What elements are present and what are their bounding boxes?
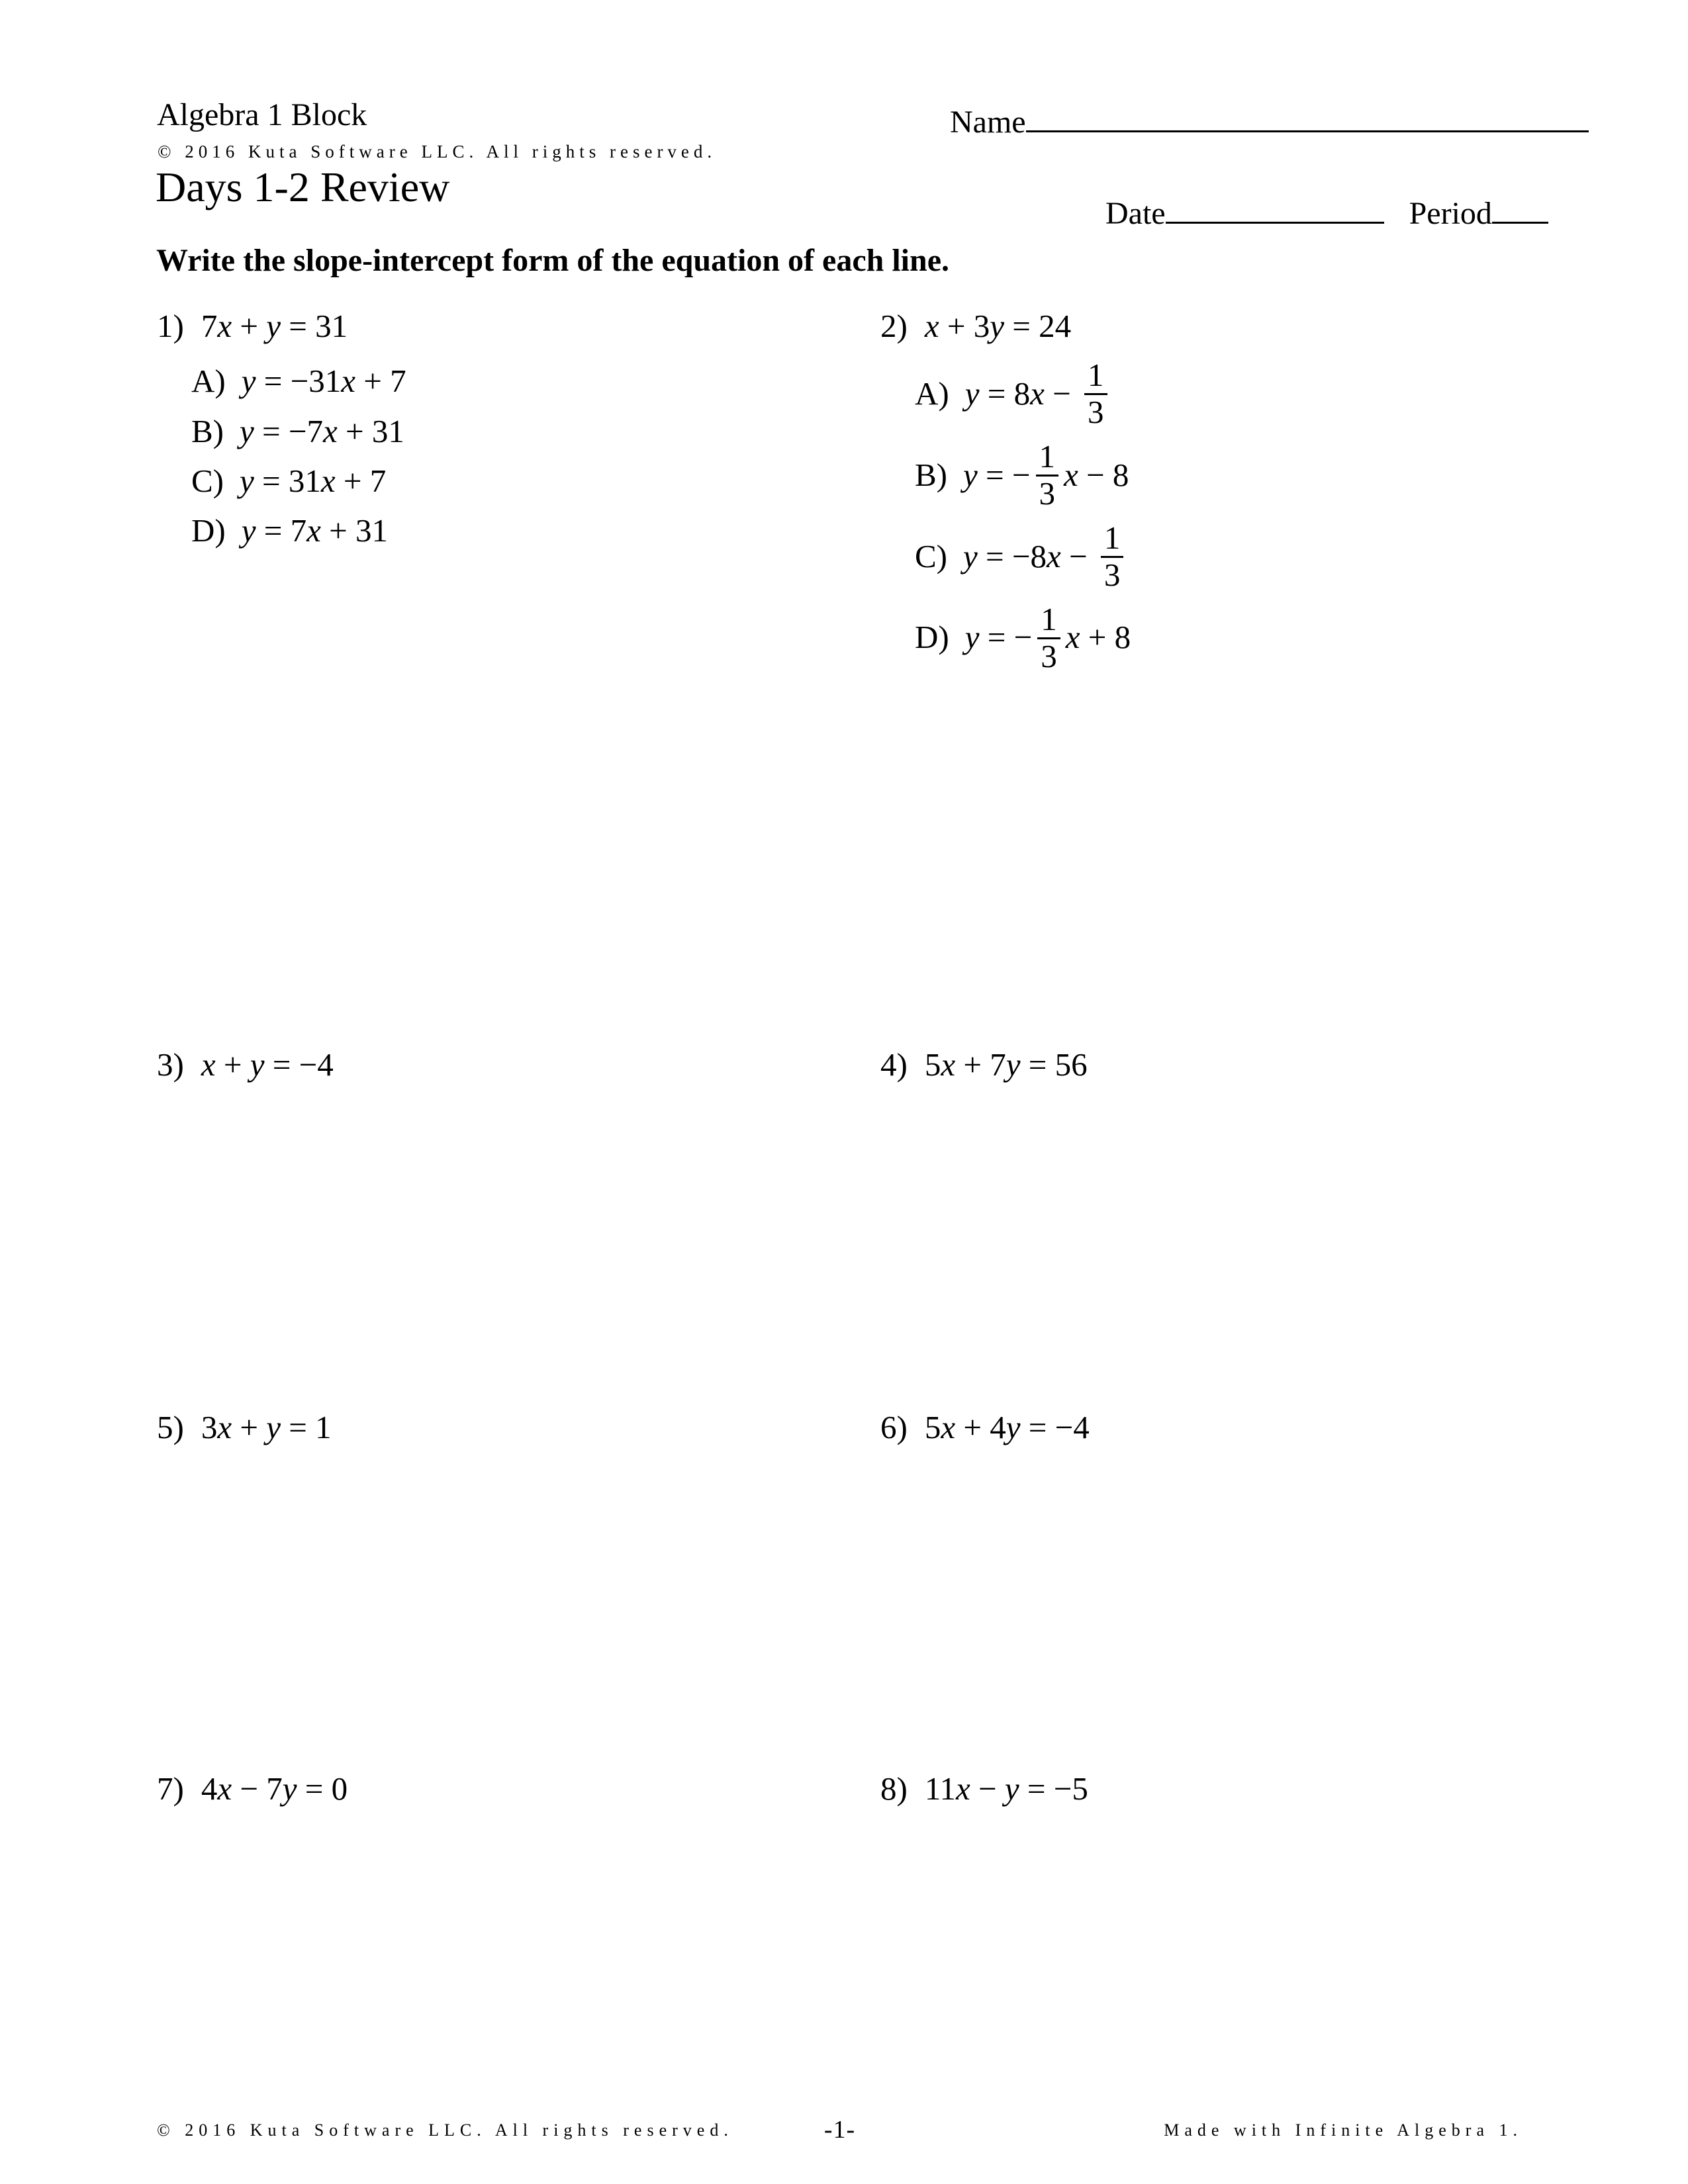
choice-equation: y = − $\frac{1}{3}$ x − 8: [963, 438, 1129, 512]
problem-6: [880, 1407, 1090, 1447]
choice-equation: y = −8x − $\frac{1}{3}$: [963, 538, 1129, 574]
page-footer: [157, 2115, 1523, 2155]
choice-equation: y = 7x + 31: [241, 512, 388, 549]
problem-3: [157, 1044, 334, 1085]
date-blank[interactable]: [1166, 188, 1384, 224]
course-title: Algebra 1 Block: [157, 97, 367, 132]
problem-number: 7): [157, 1770, 184, 1807]
period-label: Period: [1409, 196, 1492, 231]
answer-choice: [191, 361, 406, 401]
choice-label: B): [915, 456, 947, 493]
page-number: -1-: [820, 2115, 859, 2144]
period-blank[interactable]: [1492, 188, 1548, 224]
instruction-text: Write the slope-intercept form of the equation of each line.: [156, 243, 950, 278]
answer-choice: [191, 411, 406, 451]
problem-1: [157, 306, 406, 560]
fraction: $\frac{1}{3}$: [1084, 358, 1107, 430]
problem-equation: x + y = −4: [201, 1046, 334, 1083]
problem-equation: x + 3y = 24: [924, 308, 1072, 344]
problem-number: 4): [880, 1046, 908, 1083]
problem-statement: [880, 1407, 1090, 1447]
fraction: $\frac{1}{3}$: [1037, 602, 1060, 674]
answer-choice: [191, 510, 406, 551]
footer-copyright: © 2016 Kuta Software LLC. All rights reserved.: [157, 2120, 733, 2140]
choice-equation: y = 31x + 7: [240, 462, 387, 499]
problem-number: 5): [157, 1409, 184, 1445]
choice-label: D): [915, 619, 949, 656]
problem-statement: [880, 1044, 1088, 1085]
answer-choice: [915, 357, 1131, 433]
problem-5: [157, 1407, 332, 1447]
choice-label: D): [191, 512, 226, 549]
problem-number: 1): [157, 308, 184, 344]
choice-equation: y = 8x − $\frac{1}{3}$: [965, 375, 1113, 412]
problem-equation: 5x + 7y = 56: [924, 1046, 1088, 1083]
problem-number: 6): [880, 1409, 908, 1445]
date-period-row: [1105, 188, 1548, 232]
problem-7: [157, 1768, 348, 1809]
choice-equation: y = −7x + 31: [240, 412, 404, 449]
choice-label: A): [915, 375, 949, 412]
choice-label: B): [191, 412, 224, 449]
fraction: $\frac{1}{3}$: [1101, 521, 1124, 593]
problem-equation: 7x + y = 31: [201, 308, 348, 344]
answer-choice: [191, 461, 406, 501]
problem-4: [880, 1044, 1088, 1085]
date-label: Date: [1105, 196, 1166, 231]
problem-statement: [157, 1044, 334, 1085]
name-row: [950, 97, 1589, 140]
name-label: Name: [950, 105, 1026, 140]
answer-choices: [191, 361, 406, 551]
name-blank[interactable]: [1026, 97, 1589, 132]
problem-equation: 11x − y = −5: [924, 1770, 1088, 1807]
fraction: $\frac{1}{3}$: [1036, 439, 1059, 512]
answer-choice: [915, 438, 1131, 514]
problem-statement: [157, 1407, 332, 1447]
problem-8: [880, 1768, 1088, 1809]
answer-choice: [915, 519, 1131, 596]
problem-statement: [157, 306, 406, 346]
choice-equation: y = −31x + 7: [241, 363, 406, 400]
problem-statement: [880, 306, 1131, 346]
problem-2: [880, 306, 1131, 686]
problem-number: 3): [157, 1046, 184, 1083]
problem-statement: [880, 1768, 1088, 1809]
choice-label: C): [191, 462, 224, 499]
choice-label: C): [915, 537, 947, 574]
choice-equation: y = − $\frac{1}{3}$ x + 8: [964, 600, 1131, 674]
problem-equation: 3x + y = 1: [201, 1409, 332, 1445]
page-title: Days 1-2 Review: [156, 163, 450, 210]
problem-number: 2): [880, 308, 908, 344]
problem-equation: 4x − 7y = 0: [201, 1770, 348, 1807]
problem-equation: 5x + 4y = −4: [924, 1409, 1090, 1445]
answer-choice: [915, 600, 1131, 677]
footer-made-with: Made with Infinite Algebra 1.: [1164, 2120, 1523, 2140]
choice-label: A): [191, 363, 226, 400]
problem-number: 8): [880, 1770, 908, 1807]
problem-statement: [157, 1768, 348, 1809]
header-copyright: © 2016 Kuta Software LLC. All rights reserved.: [158, 142, 717, 161]
answer-choices: [915, 357, 1131, 676]
